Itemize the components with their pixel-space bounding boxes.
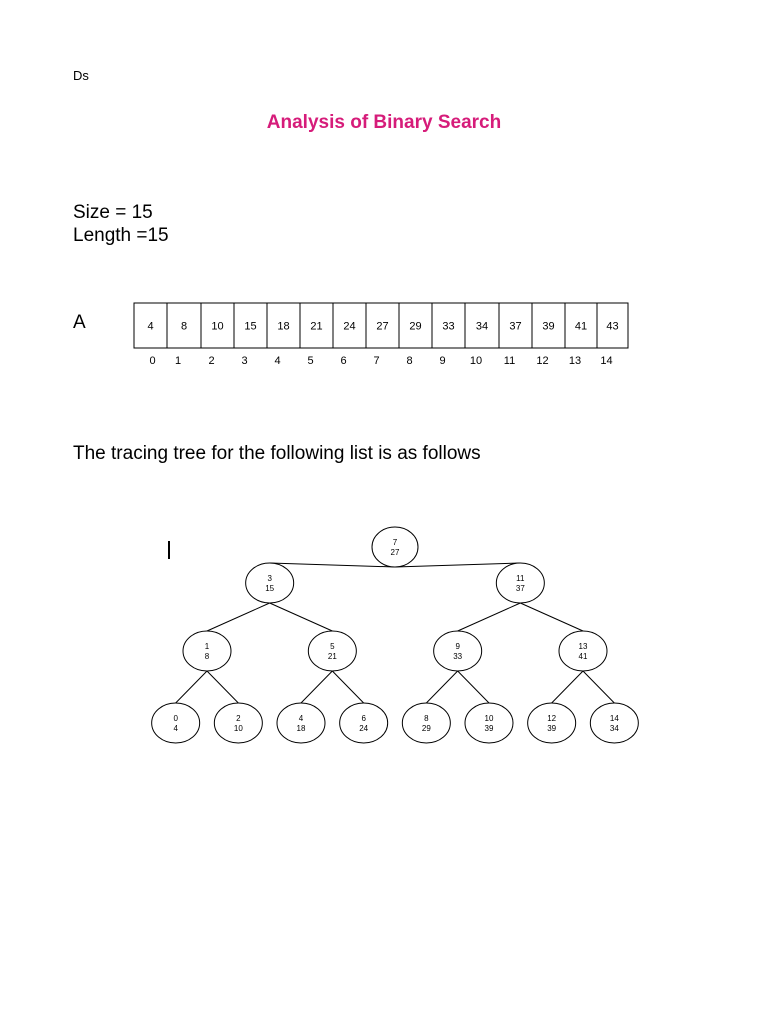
tree-edge [395, 563, 520, 567]
tree-node-index: 8 [424, 714, 429, 723]
tree-edge [270, 563, 395, 567]
array-cell-value: 4 [147, 320, 154, 333]
tree-node-index: 7 [392, 538, 398, 547]
array-cell-value: 24 [343, 320, 356, 333]
tree-edge [458, 671, 489, 703]
array-cell-value: 33 [442, 320, 455, 333]
array-index-label: 0 [149, 355, 156, 367]
tree-edge [301, 671, 332, 703]
array-cell-value: 39 [542, 320, 555, 333]
tree-node-value: 8 [204, 652, 210, 661]
array-cell-value: 43 [606, 320, 619, 333]
size-line: Size = 15 [73, 202, 153, 223]
array-index-label: 13 [568, 355, 582, 367]
tree-node-value: 10 [233, 724, 243, 733]
tree-node-value: 39 [484, 724, 494, 733]
array-label: A [73, 312, 86, 333]
tree-node [496, 563, 544, 603]
tree-edge [552, 671, 583, 703]
array-index-label: 5 [307, 355, 314, 367]
array-cell-value: 29 [409, 320, 422, 333]
tree-node [183, 631, 231, 671]
tree-node-value: 34 [609, 724, 619, 733]
tree-node-index: 13 [578, 642, 588, 651]
tree-edge [583, 671, 614, 703]
tree-node-value: 37 [515, 584, 525, 593]
tree-node [152, 703, 200, 743]
array-index-label: 12 [536, 355, 549, 367]
document-header: Ds [73, 68, 89, 83]
tree-node [402, 703, 450, 743]
array-index-label: 4 [274, 355, 281, 367]
tree-node-index: 6 [361, 714, 366, 723]
array-cell-value: 34 [475, 320, 489, 333]
tree-node-index: 4 [298, 714, 304, 723]
tracing-tree-diagram [150, 505, 650, 765]
tree-node-index: 10 [484, 714, 494, 723]
tree-node-value: 29 [421, 724, 431, 733]
tree-node-value: 18 [296, 724, 306, 733]
array-cell-value: 27 [376, 320, 389, 333]
tree-node-index: 9 [455, 642, 460, 651]
tree-node-index: 5 [330, 642, 335, 651]
array-index-label: 7 [373, 355, 380, 367]
tree-node-index: 12 [547, 714, 557, 723]
tree-node-value: 24 [359, 724, 369, 733]
tree-node-value: 41 [578, 652, 588, 661]
tree-node-value: 33 [453, 652, 463, 661]
tree-node [559, 631, 607, 671]
tree-edge [458, 603, 521, 631]
array-cell-value: 8 [180, 320, 188, 333]
array-cell-value: 10 [211, 320, 224, 333]
array-index-label: 6 [340, 355, 347, 367]
tree-node [308, 631, 356, 671]
array-cell-value: 21 [310, 320, 323, 333]
tree-node-index: 11 [516, 574, 525, 583]
tree-node-value: 15 [265, 584, 275, 593]
array-cell-value: 41 [574, 320, 588, 333]
tree-edge [176, 671, 207, 703]
tree-node [277, 703, 325, 743]
tree-node-value: 39 [547, 724, 557, 733]
array-cell-value: 37 [509, 320, 522, 333]
tree-edge [332, 671, 363, 703]
array-index-label: 9 [439, 355, 446, 367]
tracing-tree-caption: The tracing tree for the following list is as follows [73, 443, 481, 464]
array-index-label: 3 [241, 355, 248, 367]
tree-node-index: 3 [267, 574, 272, 583]
tree-node [246, 563, 294, 603]
tree-node-value: 4 [173, 724, 178, 733]
array-index-label: 11 [503, 355, 516, 367]
array-index-label: 8 [406, 355, 413, 367]
tree-edge [207, 671, 238, 703]
tree-node-index: 14 [609, 714, 619, 723]
tree-edge [426, 671, 457, 703]
tree-node [434, 631, 482, 671]
array-cell-value: 15 [244, 320, 257, 333]
tree-node-value: 27 [390, 548, 400, 557]
tree-node [528, 703, 576, 743]
tree-node-value: 21 [327, 652, 337, 661]
tree-node [372, 527, 418, 567]
tree-node [214, 703, 262, 743]
array-index-label: 10 [469, 355, 483, 367]
tree-node [590, 703, 638, 743]
array-diagram [120, 296, 640, 376]
tree-node [465, 703, 513, 743]
tree-edge [520, 603, 583, 631]
tree-node-index: 2 [236, 714, 241, 723]
tree-node [340, 703, 388, 743]
tree-node-index: 1 [204, 642, 210, 651]
array-index-label: 1 [174, 355, 182, 367]
tree-edge [270, 603, 333, 631]
array-index-label: 2 [208, 355, 215, 367]
tree-edge [207, 603, 270, 631]
array-cell-value: 18 [277, 320, 290, 333]
array-index-label: 14 [600, 355, 613, 367]
tree-node-index: 0 [173, 714, 178, 723]
length-line: Length =15 [73, 225, 169, 246]
page-title: Analysis of Binary Search [266, 112, 502, 133]
